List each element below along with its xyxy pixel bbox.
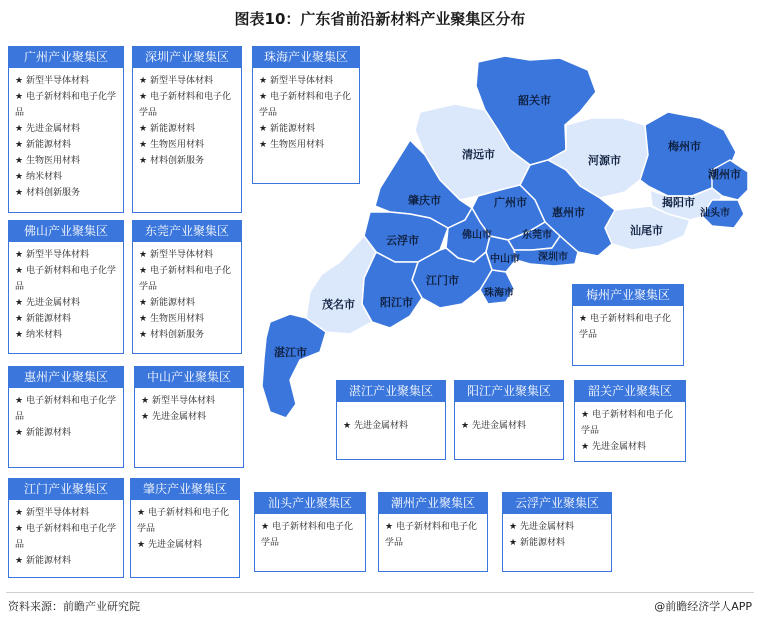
region-zhanjiang[interactable] [262,314,326,418]
cluster-item: ★ 生物医用材料 [139,311,235,327]
label-shenzhen: 深圳市 [538,252,568,263]
cluster-item: ★ 新能源材料 [139,121,235,137]
cluster-item: ★ 纳米材料 [15,169,117,185]
cluster-item: ★ 电子新材料和电子化学品 [137,505,233,537]
cluster-yunfu [502,492,612,572]
cluster-item: ★ 材料创新服务 [15,185,117,201]
cluster-item: ★ 电子新材料和电子化学品 [261,519,359,551]
cluster-title: 东莞产业聚集区 [132,220,242,242]
cluster-item: ★ 电子新材料和电子化学品 [581,407,679,439]
cluster-item: ★ 先进金属材料 [343,418,439,434]
label-huizhou: 惠州市 [552,206,585,219]
cluster-item: ★ 电子新材料和电子化学品 [259,89,353,121]
cluster-item: ★ 电子新材料和电子化学品 [15,521,117,553]
cluster-chaozhou [378,492,488,572]
cluster-dongguan [132,220,242,354]
cluster-item: ★ 新能源材料 [15,311,117,327]
cluster-item: ★ 新能源材料 [15,137,117,153]
cluster-shenzhen [132,46,242,213]
cluster-title: 广州产业聚集区 [8,46,124,68]
cluster-item: ★ 新型半导体材料 [15,73,117,89]
cluster-item: ★ 先进金属材料 [15,121,117,137]
cluster-item: ★ 新能源材料 [509,535,605,551]
cluster-item: ★ 材料创新服务 [139,327,235,343]
cluster-item: ★ 新能源材料 [139,295,235,311]
cluster-title: 汕头产业聚集区 [254,492,366,514]
cluster-jiangmen [8,478,124,578]
label-chaozhou: 潮州市 [708,168,741,181]
label-shantou: 汕头市 [700,208,730,219]
cluster-item: ★ 先进金属材料 [581,439,679,455]
cluster-title: 中山产业聚集区 [134,366,244,388]
cluster-title: 珠海产业聚集区 [252,46,360,68]
label-qingyuan: 清远市 [462,148,495,161]
cluster-item: ★ 新能源材料 [15,425,117,441]
cluster-item: ★ 电子新材料和电子化学品 [579,311,677,343]
label-zhuhai: 珠海市 [484,288,514,299]
cluster-item: ★ 先进金属材料 [509,519,605,535]
label-maoming: 茂名市 [322,298,355,311]
cluster-item: ★ 先进金属材料 [141,409,237,425]
cluster-title: 梅州产业聚集区 [572,284,684,306]
cluster-item: ★ 新型半导体材料 [141,393,237,409]
cluster-title: 江门产业聚集区 [8,478,124,500]
cluster-huizhou [8,366,124,468]
cluster-foshan [8,220,124,354]
cluster-zhanjiang [336,380,446,460]
cluster-title: 惠州产业聚集区 [8,366,124,388]
label-jiangmen: 江门市 [426,274,459,287]
label-meizhou: 梅州市 [668,140,701,153]
cluster-item: ★ 生物医用材料 [259,137,353,153]
footer-divider [6,592,754,593]
cluster-item: ★ 新型半导体材料 [139,247,235,263]
cluster-item: ★ 电子新材料和电子化学品 [15,89,117,121]
cluster-item: ★ 新型半导体材料 [15,247,117,263]
cluster-shaoguan [574,380,686,462]
cluster-item: ★ 电子新材料和电子化学品 [15,393,117,425]
cluster-title: 阳江产业聚集区 [454,380,564,402]
label-shanwei: 汕尾市 [630,224,663,237]
cluster-zhongshan [134,366,244,468]
cluster-item: ★ 电子新材料和电子化学品 [385,519,481,551]
label-yunfu: 云浮市 [386,234,419,247]
cluster-item: ★ 新能源材料 [259,121,353,137]
cluster-meizhou [572,284,684,366]
cluster-title: 潮州产业聚集区 [378,492,488,514]
cluster-item: ★ 新能源材料 [15,553,117,569]
chart-title: 图表10：广东省前沿新材料产业聚集区分布 [234,10,526,28]
cluster-shantou [254,492,366,572]
cluster-item: ★ 材料创新服务 [139,153,235,169]
cluster-title: 肇庆产业聚集区 [130,478,240,500]
label-shaoguan: 韶关市 [518,94,551,107]
label-guangzhou: 广州市 [494,196,527,209]
cluster-yangjiang [454,380,564,460]
cluster-item: ★ 生物医用材料 [15,153,117,169]
cluster-item: ★ 新型半导体材料 [15,505,117,521]
cluster-item: ★ 电子新材料和电子化学品 [15,263,117,295]
label-foshan: 佛山市 [462,230,492,241]
cluster-item: ★ 先进金属材料 [137,537,233,553]
cluster-zhaoqing [130,478,240,578]
label-zhongshan: 中山市 [490,254,520,265]
label-zhaoqing: 肇庆市 [408,194,441,207]
cluster-title: 佛山产业聚集区 [8,220,124,242]
cluster-guangzhou [8,46,124,213]
cluster-item: ★ 电子新材料和电子化学品 [139,89,235,121]
cluster-item: ★ 电子新材料和电子化学品 [139,263,235,295]
cluster-item: ★ 先进金属材料 [15,295,117,311]
label-heyuan: 河源市 [588,154,621,167]
cluster-item: ★ 新型半导体材料 [259,73,353,89]
cluster-title: 湛江产业聚集区 [336,380,446,402]
label-zhanjiang: 湛江市 [274,346,307,359]
cluster-item: ★ 纳米材料 [15,327,117,343]
brand-credit: @前瞻经济学人APP [654,600,752,613]
cluster-title: 深圳产业聚集区 [132,46,242,68]
cluster-item: ★ 先进金属材料 [461,418,557,434]
source-note: 资料来源：前瞻产业研究院 [8,600,140,613]
label-dongguan: 东莞市 [522,230,552,241]
cluster-title: 韶关产业聚集区 [574,380,686,402]
cluster-item: ★ 新型半导体材料 [139,73,235,89]
cluster-title: 云浮产业聚集区 [502,492,612,514]
cluster-zhuhai [252,46,360,184]
label-yangjiang: 阳江市 [380,296,413,309]
label-jieyang: 揭阳市 [662,196,695,209]
cluster-item: ★ 生物医用材料 [139,137,235,153]
